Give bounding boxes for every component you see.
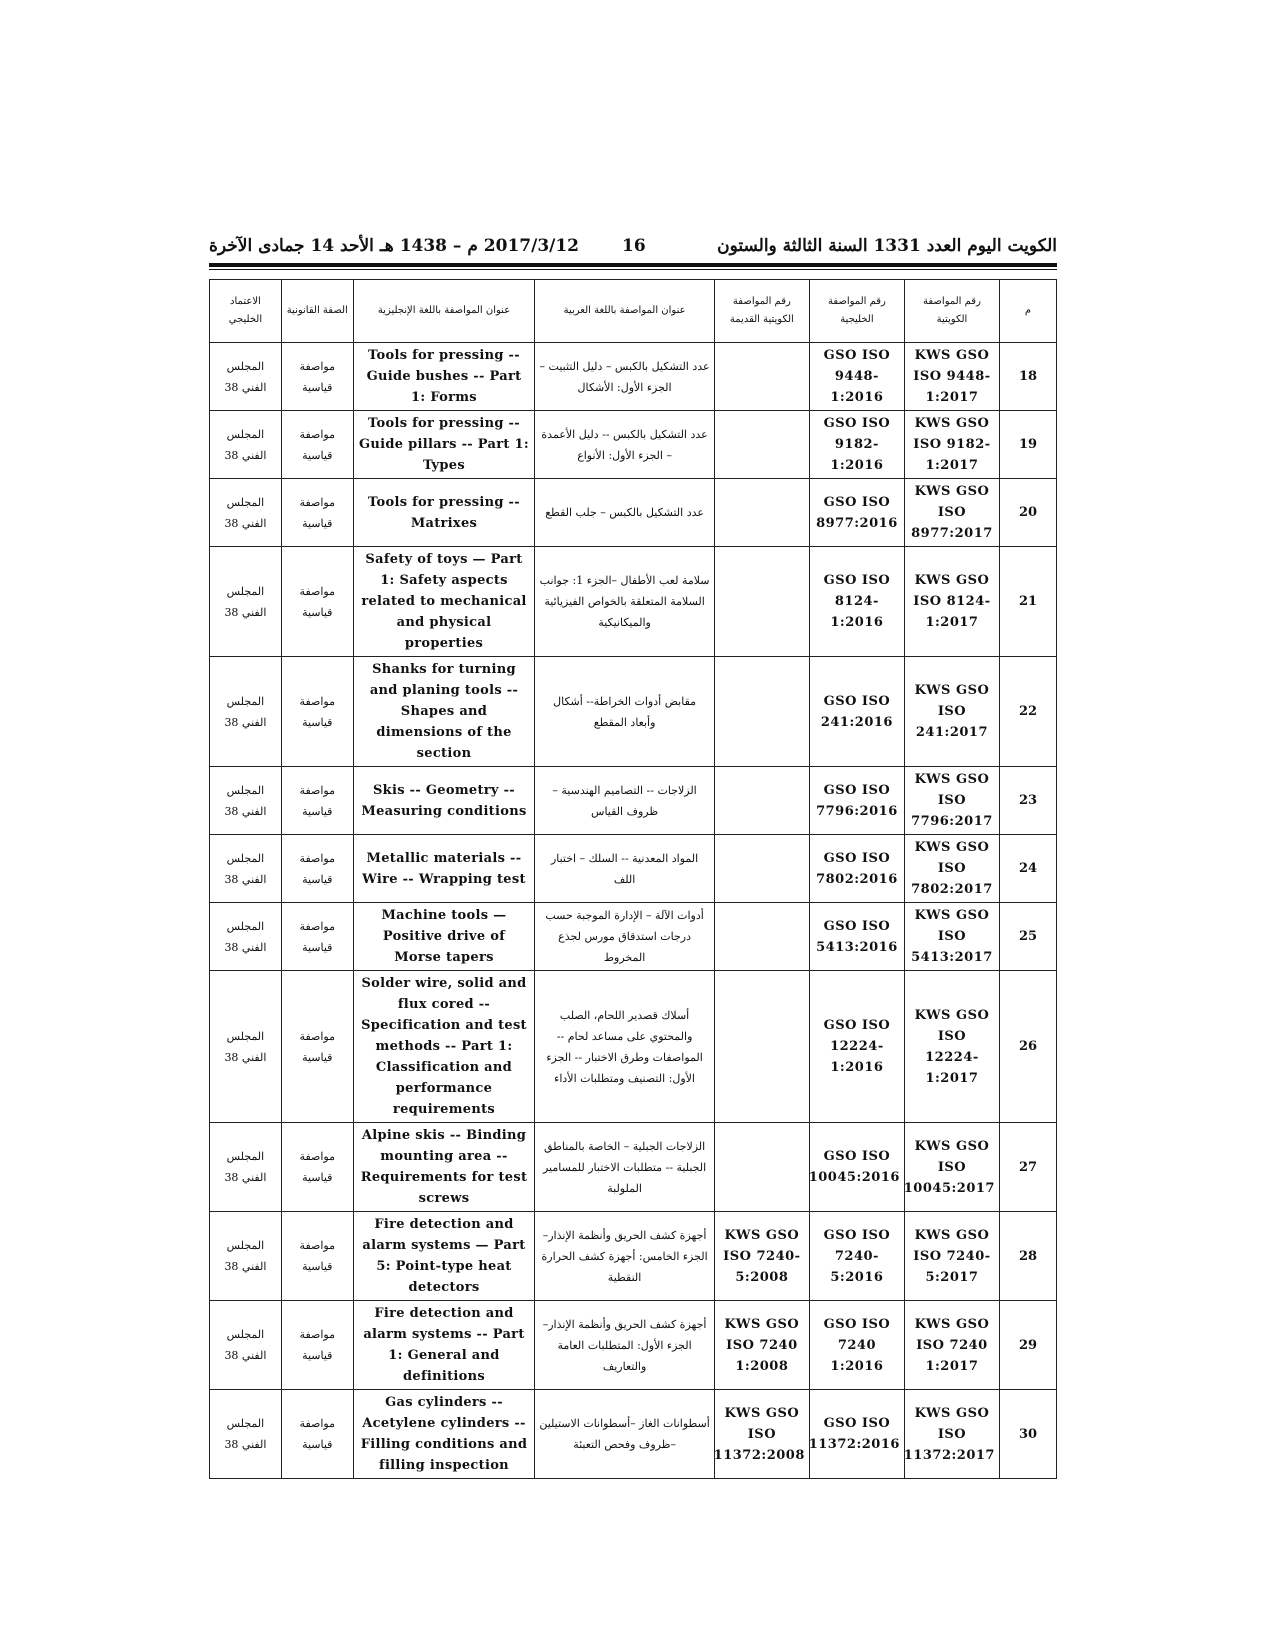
old-kws-number bbox=[714, 903, 809, 971]
legal-status: مواصفة قياسية bbox=[281, 903, 353, 971]
col-header-old: رقم المواصفة الكويتية القديمة bbox=[714, 280, 809, 343]
row-number: 24 bbox=[999, 835, 1056, 903]
legal-status: مواصفة قياسية bbox=[281, 1301, 353, 1390]
old-kws-number bbox=[714, 343, 809, 411]
col-header-arabic-title: عنوان المواصفة باللغة العربية bbox=[535, 280, 715, 343]
english-title: Gas cylinders -- Acetylene cylinders -- Filling conditions and filling inspection bbox=[353, 1390, 535, 1479]
col-header-gso: رقم المواصفة الخليجية bbox=[809, 280, 904, 343]
row-number: 21 bbox=[999, 547, 1056, 657]
kws-number: KWS GSO ISO 12224-1:2017 bbox=[904, 971, 999, 1123]
row-number: 30 bbox=[999, 1390, 1056, 1479]
kws-number: KWS GSO ISO 8977:2017 bbox=[904, 479, 999, 547]
legal-status: مواصفة قياسية bbox=[281, 411, 353, 479]
arabic-title: الزلاجات -- التصاميم الهندسية – ظروف القياس bbox=[535, 767, 715, 835]
old-kws-number bbox=[714, 1123, 809, 1212]
gso-number: GSO ISO 7240 1:2016 bbox=[809, 1301, 904, 1390]
table-row bbox=[210, 1123, 1057, 1212]
gulf-approval: المجلس الفني 38 bbox=[210, 971, 282, 1123]
legal-status: مواصفة قياسية bbox=[281, 1212, 353, 1301]
legal-status: مواصفة قياسية bbox=[281, 1390, 353, 1479]
table-row bbox=[210, 657, 1057, 767]
gulf-approval: المجلس الفني 38 bbox=[210, 835, 282, 903]
old-kws-number bbox=[714, 835, 809, 903]
row-number: 23 bbox=[999, 767, 1056, 835]
gso-number: GSO ISO 8977:2016 bbox=[809, 479, 904, 547]
header-issue: الكويت اليوم العدد 1331 السنة الثالثة والستون bbox=[717, 236, 1057, 256]
arabic-title: أسلاك قصدير اللحام، الصلب والمحتوي على مساعد لحام -- المواصفات وطرق الاختبار -- الجزء الأول: التصنيف ومتطلبات الأداء bbox=[535, 971, 715, 1123]
col-header-approval: الاعتماد الخليجي bbox=[210, 280, 282, 343]
legal-status: مواصفة قياسية bbox=[281, 1123, 353, 1212]
row-number: 25 bbox=[999, 903, 1056, 971]
old-kws-number: KWS GSO ISO 11372:2008 bbox=[714, 1390, 809, 1479]
gulf-approval: المجلس الفني 38 bbox=[210, 767, 282, 835]
gulf-approval: المجلس الفني 38 bbox=[210, 903, 282, 971]
table-row bbox=[210, 835, 1057, 903]
old-kws-number bbox=[714, 547, 809, 657]
kws-number: KWS GSO ISO 10045:2017 bbox=[904, 1123, 999, 1212]
kws-number: KWS GSO ISO 11372:2017 bbox=[904, 1390, 999, 1479]
col-header-english-title: عنوان المواصفة باللغة الإنجليزية bbox=[353, 280, 535, 343]
table-row bbox=[210, 479, 1057, 547]
table-row bbox=[210, 903, 1057, 971]
english-title: Machine tools — Positive drive of Morse tapers bbox=[353, 903, 535, 971]
english-title: Metallic materials -- Wire -- Wrapping test bbox=[353, 835, 535, 903]
kws-number: KWS GSO ISO 9182-1:2017 bbox=[904, 411, 999, 479]
gso-number: GSO ISO 7796:2016 bbox=[809, 767, 904, 835]
arabic-title: مقابض أدوات الخراطة-- أشكال وأبعاد المقطع bbox=[535, 657, 715, 767]
row-number: 29 bbox=[999, 1301, 1056, 1390]
english-title: Solder wire, solid and flux cored -- Specification and test methods -- Part 1: Classification and performance requirements bbox=[353, 971, 535, 1123]
gulf-approval: المجلس الفني 38 bbox=[210, 657, 282, 767]
arabic-title: عدد التشكيل بالكبس – جلب القطع bbox=[535, 479, 715, 547]
kws-number: KWS GSO ISO 7240 1:2017 bbox=[904, 1301, 999, 1390]
old-kws-number bbox=[714, 971, 809, 1123]
gso-number: GSO ISO 8124-1:2016 bbox=[809, 547, 904, 657]
standards-table bbox=[209, 279, 1057, 1479]
old-kws-number bbox=[714, 657, 809, 767]
legal-status: مواصفة قياسية bbox=[281, 547, 353, 657]
legal-status: مواصفة قياسية bbox=[281, 657, 353, 767]
table-row bbox=[210, 1301, 1057, 1390]
table-row bbox=[210, 971, 1057, 1123]
arabic-title: عدد التشكيل بالكبس -- دليل الأعمدة – الجزء الأول: الأنواع bbox=[535, 411, 715, 479]
arabic-title: أدوات الآلة – الإدارة الموجبة حسب درجات استدقاق مورس لجذع المخروط bbox=[535, 903, 715, 971]
english-title: Tools for pressing -- Matrixes bbox=[353, 479, 535, 547]
english-title: Safety of toys — Part 1: Safety aspects related to mechanical and physical properties bbox=[353, 547, 535, 657]
gulf-approval: المجلس الفني 38 bbox=[210, 1123, 282, 1212]
row-number: 28 bbox=[999, 1212, 1056, 1301]
gso-number: GSO ISO 7802:2016 bbox=[809, 835, 904, 903]
gso-number: GSO ISO 7240-5:2016 bbox=[809, 1212, 904, 1301]
gulf-approval: المجلس الفني 38 bbox=[210, 343, 282, 411]
legal-status: مواصفة قياسية bbox=[281, 971, 353, 1123]
old-kws-number bbox=[714, 411, 809, 479]
kws-number: KWS GSO ISO 7796:2017 bbox=[904, 767, 999, 835]
old-kws-number: KWS GSO ISO 7240 1:2008 bbox=[714, 1301, 809, 1390]
gso-number: GSO ISO 5413:2016 bbox=[809, 903, 904, 971]
gulf-approval: المجلس الفني 38 bbox=[210, 479, 282, 547]
gulf-approval: المجلس الفني 38 bbox=[210, 411, 282, 479]
kws-number: KWS GSO ISO 8124-1:2017 bbox=[904, 547, 999, 657]
gso-number: GSO ISO 12224-1:2016 bbox=[809, 971, 904, 1123]
english-title: Tools for pressing -- Guide pillars -- Part 1: Types bbox=[353, 411, 535, 479]
table-row bbox=[210, 767, 1057, 835]
gso-number: GSO ISO 9182-1:2016 bbox=[809, 411, 904, 479]
kws-number: KWS GSO ISO 5413:2017 bbox=[904, 903, 999, 971]
kws-number: KWS GSO ISO 241:2017 bbox=[904, 657, 999, 767]
table-row bbox=[210, 411, 1057, 479]
row-number: 19 bbox=[999, 411, 1056, 479]
arabic-title: أجهزة كشف الحريق وأنظمة الإنذار– الجزء الخامس: أجهزة كشف الحرارة النقطية bbox=[535, 1212, 715, 1301]
legal-status: مواصفة قياسية bbox=[281, 767, 353, 835]
table-row bbox=[210, 547, 1057, 657]
arabic-title: عدد التشكيل بالكبس – دليل التثبيت –الجزء الأول: الأشكال bbox=[535, 343, 715, 411]
gso-number: GSO ISO 9448-1:2016 bbox=[809, 343, 904, 411]
gso-number: GSO ISO 241:2016 bbox=[809, 657, 904, 767]
table-row bbox=[210, 1212, 1057, 1301]
header-rule-thick bbox=[209, 263, 1057, 267]
row-number: 20 bbox=[999, 479, 1056, 547]
legal-status: مواصفة قياسية bbox=[281, 343, 353, 411]
english-title: Alpine skis -- Binding mounting area -- Requirements for test screws bbox=[353, 1123, 535, 1212]
english-title: Fire detection and alarm systems -- Part 1: General and definitions bbox=[353, 1301, 535, 1390]
arabic-title: سلامة لعب الأطفال –الجزء 1: جوانب السلامة المتعلقة بالخواص الفيزيائية والميكانيكية bbox=[535, 547, 715, 657]
arabic-title: أجهزة كشف الحريق وأنظمة الإنذار– الجزء الأول: المتطلبات العامة والتعاريف bbox=[535, 1301, 715, 1390]
legal-status: مواصفة قياسية bbox=[281, 479, 353, 547]
col-header-status: الصفة القانونية bbox=[281, 280, 353, 343]
header-date: 2017/3/12 م – 1438 هـ الأحد 14 جمادى الآخرة bbox=[209, 236, 580, 256]
gulf-approval: المجلس الفني 38 bbox=[210, 547, 282, 657]
header-rule-thin bbox=[209, 269, 1057, 270]
page-header bbox=[209, 232, 1057, 260]
english-title: Fire detection and alarm systems — Part 5: Point-type heat detectors bbox=[353, 1212, 535, 1301]
old-kws-number bbox=[714, 479, 809, 547]
english-title: Shanks for turning and planing tools -- Shapes and dimensions of the section bbox=[353, 657, 535, 767]
row-number: 26 bbox=[999, 971, 1056, 1123]
row-number: 22 bbox=[999, 657, 1056, 767]
english-title: Skis -- Geometry -- Measuring conditions bbox=[353, 767, 535, 835]
table-row bbox=[210, 343, 1057, 411]
table-row bbox=[210, 1390, 1057, 1479]
old-kws-number: KWS GSO ISO 7240-5:2008 bbox=[714, 1212, 809, 1301]
row-number: 18 bbox=[999, 343, 1056, 411]
gso-number: GSO ISO 10045:2016 bbox=[809, 1123, 904, 1212]
english-title: Tools for pressing -- Guide bushes -- Part 1: Forms bbox=[353, 343, 535, 411]
old-kws-number bbox=[714, 767, 809, 835]
col-header-kws: رقم المواصفة الكويتية bbox=[904, 280, 999, 343]
arabic-title: المواد المعدنية -- السلك – اختبار اللف bbox=[535, 835, 715, 903]
legal-status: مواصفة قياسية bbox=[281, 835, 353, 903]
kws-number: KWS GSO ISO 7240-5:2017 bbox=[904, 1212, 999, 1301]
kws-number: KWS GSO ISO 7802:2017 bbox=[904, 835, 999, 903]
table-header-row bbox=[210, 280, 1057, 343]
gulf-approval: المجلس الفني 38 bbox=[210, 1390, 282, 1479]
page-number: 16 bbox=[622, 236, 646, 256]
arabic-title: الزلاجات الجبلية – الخاصة بالمناطق الجبلية -- متطلبات الاختبار للمسامير الملولبة bbox=[535, 1123, 715, 1212]
row-number: 27 bbox=[999, 1123, 1056, 1212]
kws-number: KWS GSO ISO 9448-1:2017 bbox=[904, 343, 999, 411]
gso-number: GSO ISO 11372:2016 bbox=[809, 1390, 904, 1479]
gulf-approval: المجلس الفني 38 bbox=[210, 1212, 282, 1301]
gulf-approval: المجلس الفني 38 bbox=[210, 1301, 282, 1390]
col-header-m: م bbox=[999, 280, 1056, 343]
arabic-title: أسطوانات الغاز –أسطوانات الاستيلين –ظروف وفحص التعبئة bbox=[535, 1390, 715, 1479]
